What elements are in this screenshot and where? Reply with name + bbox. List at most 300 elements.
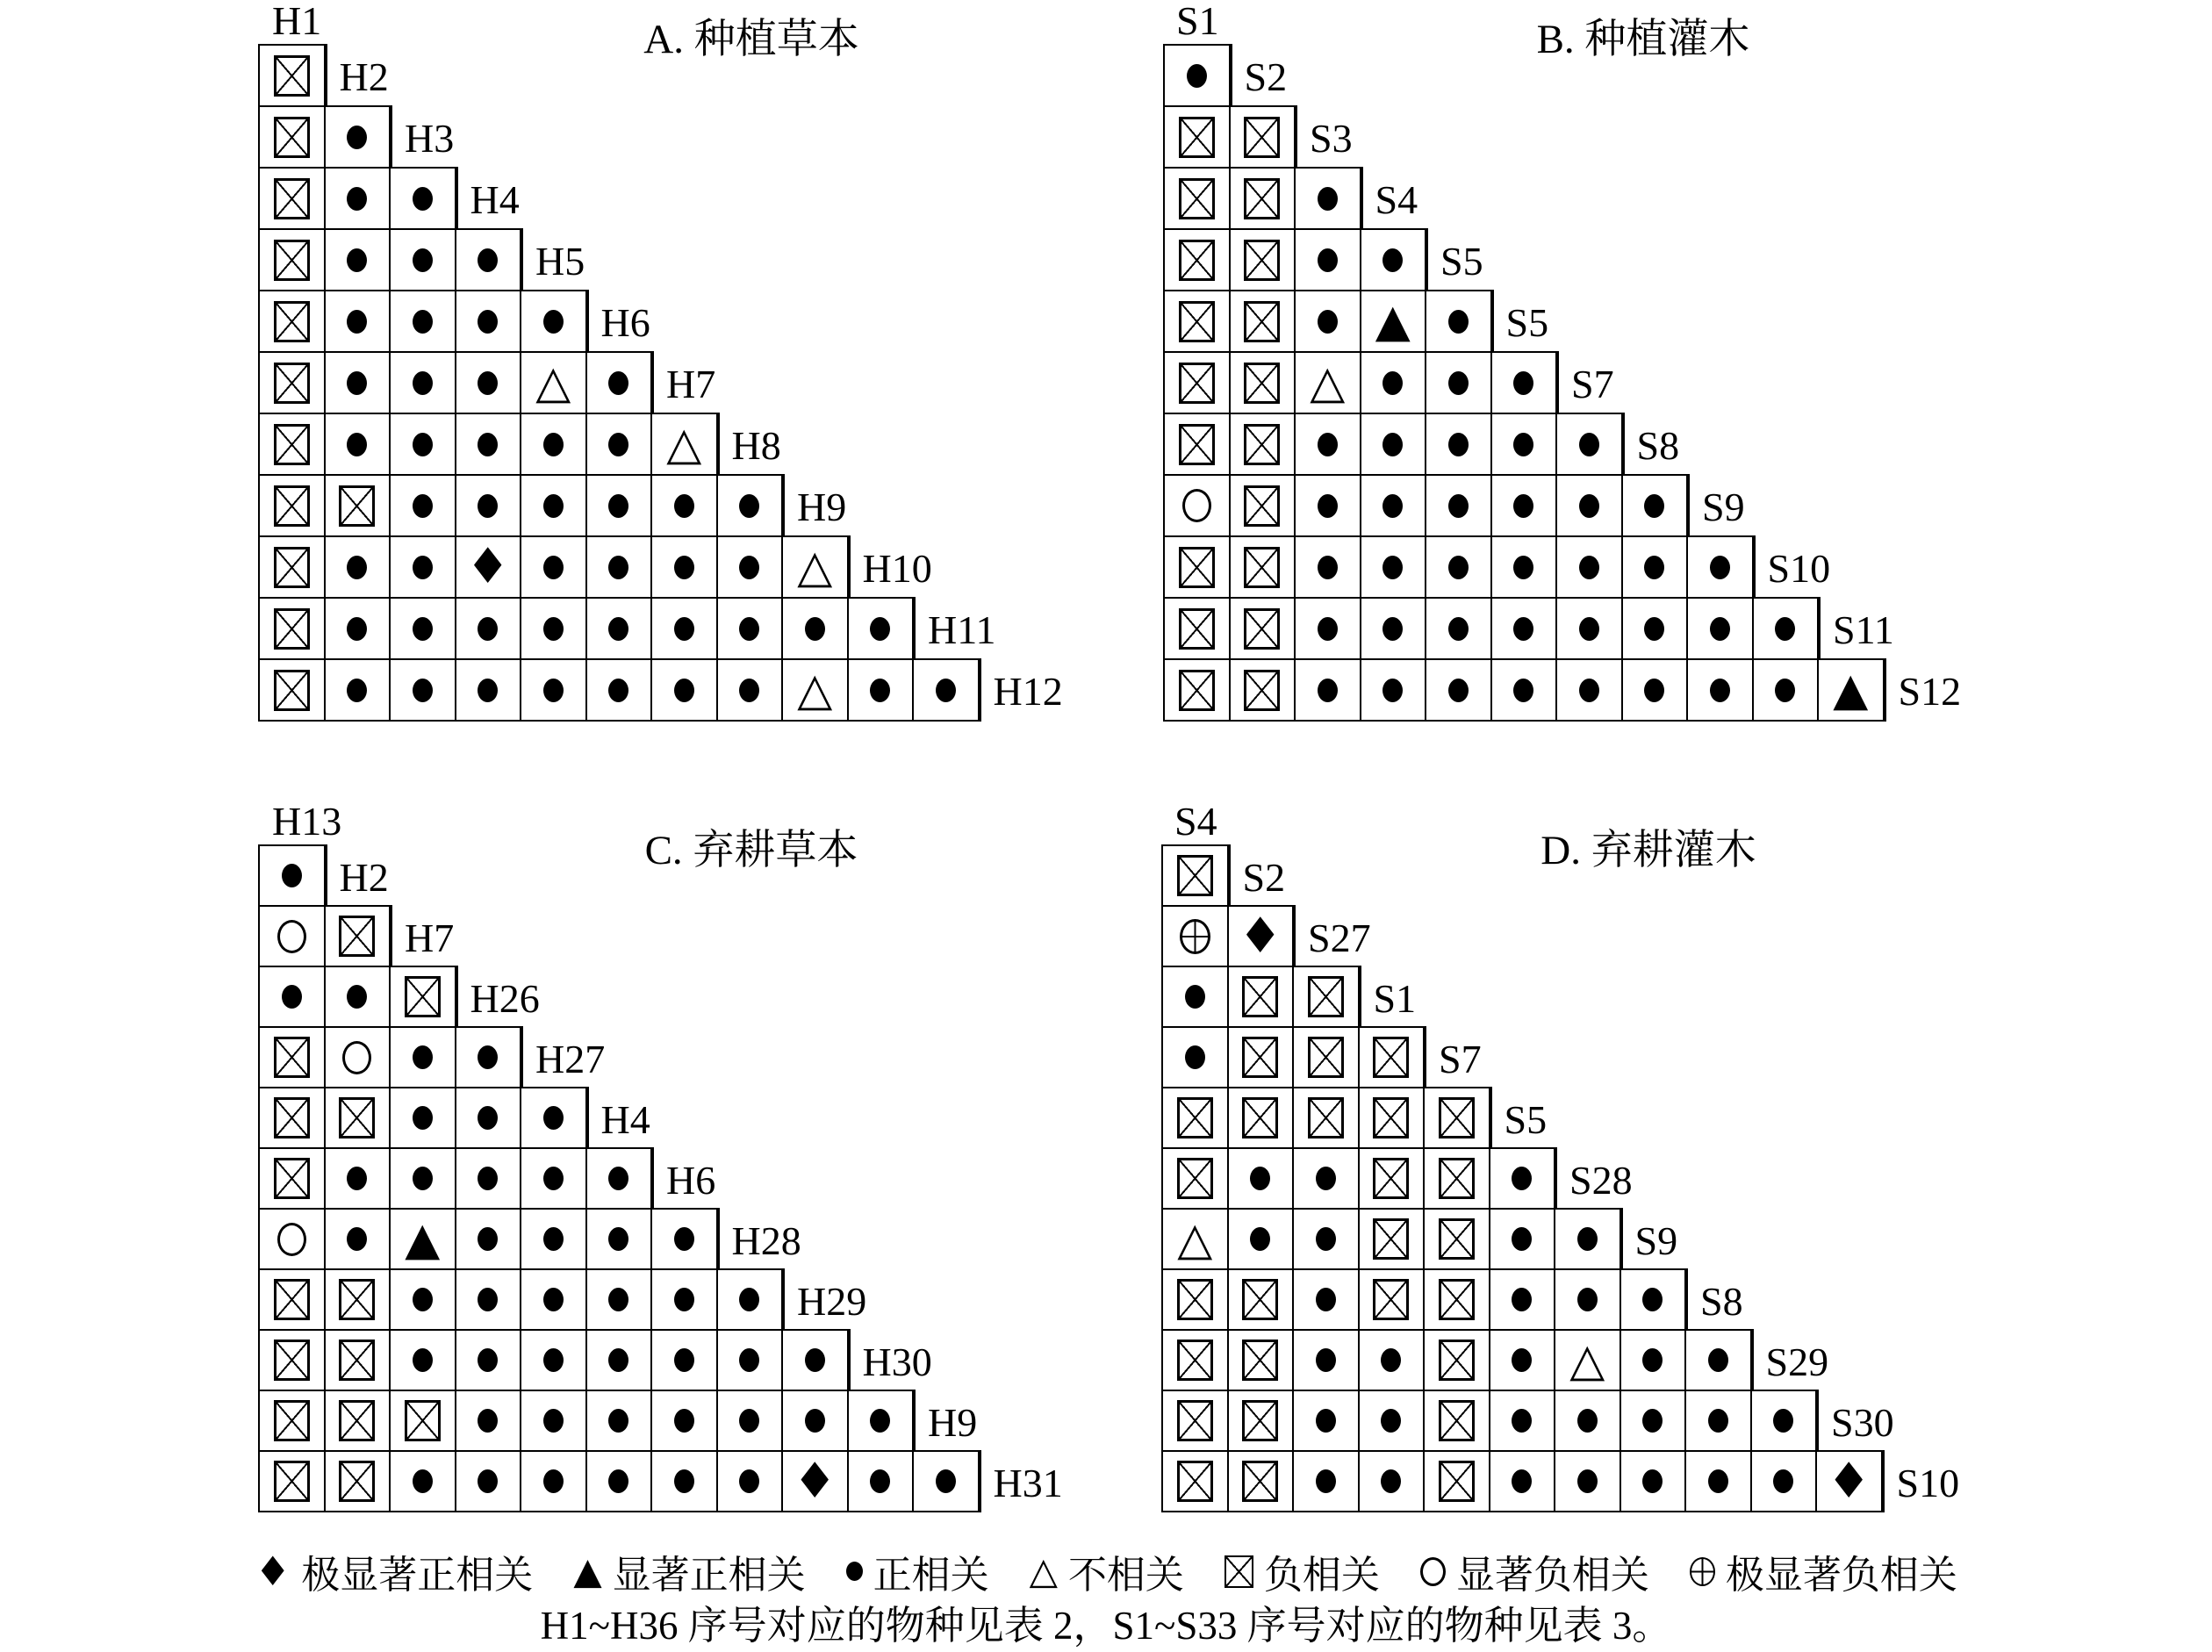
pos-correlation-icon — [674, 1348, 694, 1372]
sigpos-correlation-icon: ▲ — [405, 1212, 441, 1266]
pos-correlation-icon — [608, 1409, 628, 1433]
pos-correlation-icon — [347, 985, 367, 1009]
matrix-cell — [326, 1149, 391, 1208]
matrix-cell — [456, 1210, 522, 1268]
matrix-cell — [1294, 1210, 1360, 1268]
matrix-cell — [1492, 660, 1558, 720]
pos-correlation-icon — [413, 310, 433, 334]
row-label: S9 — [1634, 1218, 1678, 1263]
none-correlation-icon: △ — [797, 541, 833, 593]
matrix-cell — [1231, 414, 1296, 474]
pos-correlation-icon — [347, 617, 367, 641]
sigpos-correlation-icon: ▲ — [1375, 295, 1411, 348]
row-label: S4 — [1375, 177, 1418, 222]
matrix-row-b-s7 — [1163, 351, 1614, 414]
matrix-cell — [1163, 1088, 1229, 1147]
row-label: H29 — [797, 1279, 867, 1324]
neg-correlation-icon — [1439, 1461, 1475, 1502]
row-label: S28 — [1569, 1158, 1633, 1203]
matrix-cell — [1623, 476, 1689, 535]
pos-correlation-icon — [1382, 248, 1403, 272]
matrix-cell — [521, 1149, 587, 1208]
pos-correlation-icon — [478, 371, 498, 395]
pos-correlation-icon — [936, 1469, 956, 1493]
matrix-cell — [260, 537, 326, 597]
pos-correlation-icon — [1579, 556, 1599, 579]
legend-label: 负相关 — [1263, 1554, 1380, 1597]
matrix-cell — [456, 1149, 522, 1208]
pos-correlation-icon — [739, 1469, 759, 1493]
matrix-cell — [1361, 537, 1427, 597]
matrix-cell — [1163, 907, 1229, 966]
matrix-cell — [391, 1270, 456, 1329]
matrix-cell — [783, 1452, 849, 1511]
matrix-cell — [1426, 291, 1492, 351]
matrix-cell — [1425, 1088, 1490, 1147]
matrix-cell — [1425, 1149, 1490, 1208]
matrix-cell — [1425, 1210, 1490, 1268]
matrix-cell — [260, 353, 326, 413]
neg-correlation-icon — [1439, 1158, 1475, 1199]
matrix-cell — [1229, 1331, 1295, 1390]
matrix-row-a-h9 — [258, 474, 847, 537]
matrix-cell — [1165, 230, 1231, 290]
neg-correlation-icon — [1373, 1037, 1409, 1078]
row-label: H9 — [797, 485, 847, 529]
matrix-cell — [1621, 1270, 1687, 1329]
matrix-cell — [587, 1149, 653, 1208]
matrix-cell — [1163, 1028, 1229, 1087]
matrix-row-a-h12 — [258, 658, 1063, 722]
matrix-cell — [1623, 599, 1689, 658]
matrix-row-d-s29 — [1161, 1329, 1829, 1391]
matrix-cell — [1555, 1391, 1621, 1450]
matrix-cell — [260, 1452, 326, 1511]
pos-correlation-icon — [1318, 248, 1338, 272]
panel-d-title: D. 弃耕灌木 — [1540, 828, 1756, 873]
pos-correlation-icon — [1710, 617, 1730, 641]
pos-correlation-icon — [1644, 556, 1664, 579]
neg-correlation-icon — [1439, 1218, 1475, 1260]
pos-correlation-icon — [1577, 1469, 1598, 1493]
pos-correlation-icon — [1710, 679, 1730, 702]
neg-correlation-icon — [1242, 976, 1278, 1017]
matrix-cell — [652, 414, 718, 474]
neg-correlation-icon — [274, 240, 310, 281]
pos-correlation-icon — [1187, 64, 1207, 88]
matrix-cell — [260, 1270, 326, 1329]
matrix-cell — [1555, 1270, 1621, 1329]
legend-label: 显著正相关 — [612, 1554, 806, 1597]
pos-correlation-icon — [1382, 494, 1403, 518]
pos-correlation-icon — [1316, 1348, 1336, 1372]
pos-correlation-icon — [478, 1409, 498, 1433]
none-correlation-icon: △ — [666, 418, 702, 470]
matrix-cell — [1426, 660, 1492, 720]
matrix-cell — [1165, 291, 1231, 351]
matrix-cell — [718, 1391, 784, 1450]
pos-correlation-icon — [1579, 433, 1599, 456]
pos-correlation-icon — [674, 1227, 694, 1251]
row-label: S29 — [1765, 1340, 1829, 1384]
matrix-cell — [326, 660, 391, 720]
matrix-cell — [456, 1028, 522, 1087]
row-label: S2 — [1242, 855, 1286, 900]
matrix-cell — [456, 476, 522, 535]
pos-correlation-icon — [543, 310, 564, 334]
neg-correlation-icon — [1244, 608, 1280, 650]
matrix-cell — [1229, 1028, 1295, 1087]
row-label: H6 — [666, 1158, 716, 1203]
pos-correlation-icon — [347, 679, 367, 702]
neg-correlation-icon — [274, 1279, 310, 1320]
matrix-cell — [391, 414, 456, 474]
matrix-cell — [1231, 599, 1296, 658]
pos-correlation-icon — [1513, 556, 1533, 579]
pos-correlation-icon — [478, 1045, 498, 1069]
neg-correlation-icon — [1179, 547, 1215, 588]
matrix-row-b-s4 — [1163, 167, 1418, 230]
matrix-cell — [1426, 599, 1492, 658]
matrix-cell — [326, 1391, 391, 1450]
matrix-cell — [1296, 660, 1361, 720]
panel-a-title: A. 种植草本 — [643, 17, 859, 62]
pos-correlation-icon — [608, 1227, 628, 1251]
matrix-cell — [1294, 967, 1360, 1026]
legend — [0, 1547, 2212, 1596]
neg-correlation-icon — [1177, 1279, 1213, 1320]
matrix-cell — [1426, 537, 1492, 597]
pos-correlation-icon — [1773, 1469, 1793, 1493]
matrix-cell — [1754, 660, 1820, 720]
neg-correlation-icon — [339, 485, 375, 527]
pos-correlation-icon — [1382, 617, 1403, 641]
legend-label: 极显著正相关 — [301, 1554, 534, 1597]
matrix-cell — [260, 1391, 326, 1450]
pos-correlation-icon — [739, 494, 759, 518]
pos-correlation-icon — [1513, 433, 1533, 456]
none-correlation-icon: △ — [1177, 1212, 1213, 1266]
pos-correlation-icon — [1512, 1409, 1532, 1433]
none-correlation-icon: △ — [1029, 1549, 1058, 1592]
matrix-cell — [1229, 1452, 1295, 1511]
pos-correlation-icon — [347, 248, 367, 272]
pos-correlation-icon — [543, 433, 564, 456]
matrix-cell — [849, 660, 915, 720]
matrix-row-c-h26 — [258, 966, 540, 1028]
matrix-cell — [1294, 1452, 1360, 1511]
neg-correlation-icon — [1439, 1340, 1475, 1381]
matrix-cell — [326, 414, 391, 474]
pos-correlation-icon — [413, 1348, 433, 1372]
none-correlation-icon: △ — [1310, 356, 1346, 409]
matrix-cell — [456, 353, 522, 413]
matrix-cell — [1621, 1391, 1687, 1450]
pos-correlation-icon — [1512, 1288, 1532, 1311]
neg-correlation-icon — [1177, 1340, 1213, 1381]
matrix-cell — [1492, 537, 1558, 597]
row-label: H27 — [535, 1037, 606, 1081]
neg-correlation-icon — [274, 363, 310, 404]
neg-correlation-icon — [1244, 178, 1280, 219]
pos-correlation-icon — [413, 187, 433, 211]
pos-correlation-icon — [674, 556, 694, 579]
neg-correlation-icon — [1373, 1097, 1409, 1138]
matrix-cell — [1296, 599, 1361, 658]
row-label: H2 — [339, 54, 389, 99]
neg-correlation-icon — [274, 1461, 310, 1502]
matrix-cell — [1163, 1452, 1229, 1511]
matrix-cell — [456, 1391, 522, 1450]
row-label: S10 — [1896, 1461, 1960, 1505]
matrix-cell — [456, 1331, 522, 1390]
matrix-cell — [1557, 599, 1623, 658]
pos-correlation-icon — [478, 1106, 498, 1130]
neg-correlation-icon — [1242, 1461, 1278, 1502]
matrix-cell — [391, 1391, 456, 1450]
pos-correlation-icon — [413, 371, 433, 395]
matrix-cell — [391, 230, 456, 290]
row-label: H31 — [993, 1461, 1063, 1505]
row-label: S7 — [1439, 1037, 1482, 1081]
none-correlation-icon: △ — [535, 356, 571, 409]
matrix-cell — [1623, 537, 1689, 597]
pos-correlation-icon — [413, 1106, 433, 1130]
matrix-cell — [587, 1331, 653, 1390]
matrix-cell — [1294, 1391, 1360, 1450]
matrix-cell — [1425, 1331, 1490, 1390]
matrix-cell — [1621, 1331, 1687, 1390]
matrix-row-b-s2 — [1163, 44, 1288, 107]
matrix-cell — [718, 537, 784, 597]
pos-correlation-icon — [870, 1469, 890, 1493]
neg-correlation-icon — [274, 608, 310, 650]
matrix-cell — [587, 476, 653, 535]
matrix-cell — [652, 1331, 718, 1390]
neg-correlation-icon — [1373, 1218, 1409, 1260]
matrix-row-d-s8 — [1161, 1268, 1743, 1331]
matrix-cell — [260, 46, 326, 105]
matrix-cell — [326, 107, 391, 167]
matrix-row-a-h10 — [258, 535, 932, 599]
matrix-cell — [391, 1210, 456, 1268]
matrix-cell — [456, 230, 522, 290]
pos-correlation-icon — [608, 679, 628, 702]
matrix-cell — [260, 1331, 326, 1390]
matrix-cell — [391, 660, 456, 720]
row-label: H2 — [339, 855, 389, 900]
matrix-cell — [1296, 230, 1361, 290]
pos-correlation-icon — [478, 1348, 498, 1372]
matrix-row-b-s9 — [1163, 474, 1745, 537]
matrix-cell — [1555, 1210, 1621, 1268]
neg-correlation-icon — [339, 1461, 375, 1502]
matrix-cell — [718, 1452, 784, 1511]
matrix-cell — [326, 599, 391, 658]
neg-correlation-icon — [1179, 424, 1215, 465]
matrix-cell — [1492, 476, 1558, 535]
matrix-cell — [1361, 230, 1427, 290]
legend-label: 显著负相关 — [1455, 1554, 1649, 1597]
neg-correlation-icon — [1242, 1279, 1278, 1320]
matrix-cell — [1360, 1210, 1426, 1268]
matrix-cell — [1165, 414, 1231, 474]
matrix-row-c-h4 — [258, 1087, 650, 1149]
matrix-row-d-s30 — [1161, 1390, 1894, 1452]
matrix-cell — [521, 1210, 587, 1268]
matrix-cell — [391, 1088, 456, 1147]
matrix-cell — [1296, 169, 1361, 228]
pos-correlation-icon — [1708, 1348, 1728, 1372]
sigpos-correlation-icon: ▲ — [1833, 664, 1869, 716]
matrix-cell — [1229, 907, 1295, 966]
legend-item-sigpos — [573, 1543, 805, 1599]
matrix-cell — [391, 353, 456, 413]
pos-correlation-icon — [1250, 1227, 1270, 1251]
neg-correlation-icon — [405, 1400, 441, 1441]
neg-correlation-icon — [1177, 1461, 1213, 1502]
row-label: S5 — [1440, 239, 1483, 284]
matrix-cell — [1490, 1331, 1556, 1390]
matrix-cell — [326, 967, 391, 1026]
pos-correlation-icon — [1579, 617, 1599, 641]
pos-correlation-icon — [1448, 617, 1469, 641]
sigpos-correlation-icon: ▲ — [573, 1549, 602, 1592]
matrix-cell — [326, 291, 391, 351]
neg-correlation-icon — [1244, 670, 1280, 711]
pos-correlation-icon — [608, 494, 628, 518]
matrix-cell — [391, 1149, 456, 1208]
matrix-cell — [1361, 476, 1427, 535]
matrix-cell — [326, 1331, 391, 1390]
matrix-cell — [587, 1391, 653, 1450]
pos-correlation-icon — [347, 187, 367, 211]
matrix-cell — [1229, 1391, 1295, 1450]
matrix-cell — [1165, 46, 1231, 105]
matrix-cell — [326, 1028, 391, 1087]
matrix-cell — [1752, 1391, 1818, 1450]
matrix-cell — [1163, 846, 1229, 905]
pos-correlation-icon — [1642, 1288, 1663, 1311]
legend-item-neg — [1224, 1543, 1380, 1599]
matrix-cell — [1688, 599, 1754, 658]
matrix-cell — [326, 353, 391, 413]
matrix-cell — [260, 1028, 326, 1087]
matrix-row-b-s11 — [1163, 597, 1894, 660]
legend-label: 正相关 — [873, 1554, 989, 1597]
neg-correlation-icon — [1439, 1279, 1475, 1320]
matrix-cell — [1163, 967, 1229, 1026]
matrix-cell — [260, 230, 326, 290]
pos-correlation-icon — [413, 1045, 433, 1069]
none-correlation-icon: △ — [797, 664, 833, 716]
matrix-cell — [783, 599, 849, 658]
pos-correlation-icon — [805, 617, 825, 641]
matrix-cell — [587, 414, 653, 474]
matrix-cell — [1490, 1391, 1556, 1450]
matrix-cell — [1163, 1270, 1229, 1329]
matrix-cell — [587, 599, 653, 658]
panel-b-title: B. 种植灌木 — [1536, 17, 1750, 62]
row-label: H30 — [862, 1340, 932, 1384]
pos-correlation-icon — [1513, 617, 1533, 641]
neg-correlation-icon — [339, 916, 375, 957]
matrix-cell — [652, 537, 718, 597]
neg-correlation-icon — [1308, 976, 1344, 1017]
matrix-cell — [1229, 1270, 1295, 1329]
pos-correlation-icon — [1318, 187, 1338, 211]
pos-correlation-icon — [543, 1167, 564, 1190]
neg-correlation-icon — [1244, 547, 1280, 588]
neg-correlation-icon — [1244, 363, 1280, 404]
row-label: H4 — [600, 1097, 650, 1142]
matrix-cell — [1361, 414, 1427, 474]
pos-correlation-icon — [1318, 679, 1338, 702]
matrix-row-c-h6 — [258, 1147, 716, 1210]
row-label: H5 — [535, 239, 585, 284]
pos-correlation-icon — [1644, 679, 1664, 702]
matrix-cell — [1360, 1331, 1426, 1390]
matrix-cell — [456, 660, 522, 720]
pos-correlation-icon — [739, 556, 759, 579]
matrix-cell — [1296, 476, 1361, 535]
neg-correlation-icon — [274, 301, 310, 342]
matrix-cell — [326, 1210, 391, 1268]
pos-correlation-icon — [1448, 371, 1469, 395]
matrix-cell — [1231, 476, 1296, 535]
matrix-cell — [1231, 660, 1296, 720]
matrix-cell — [1555, 1452, 1621, 1511]
matrix-cell — [1294, 1270, 1360, 1329]
pos-correlation-icon — [1316, 1227, 1336, 1251]
signeg-correlation-icon — [277, 920, 306, 953]
pos-correlation-icon — [1579, 679, 1599, 702]
matrix-cell — [521, 537, 587, 597]
matrix-row-c-h2 — [258, 844, 389, 907]
pos-correlation-icon — [805, 1409, 825, 1433]
neg-correlation-icon — [1308, 1097, 1344, 1138]
pos-correlation-icon — [1644, 494, 1664, 518]
matrix-cell — [1361, 291, 1427, 351]
pos-correlation-icon — [1642, 1469, 1663, 1493]
pos-correlation-icon — [1318, 556, 1338, 579]
row-label: S30 — [1831, 1400, 1894, 1445]
neg-correlation-icon — [1224, 1555, 1253, 1588]
neg-correlation-icon — [1242, 1037, 1278, 1078]
matrix-cell — [1231, 230, 1296, 290]
matrix-cell — [326, 1452, 391, 1511]
neg-correlation-icon — [1373, 1158, 1409, 1199]
matrix-cell — [521, 414, 587, 474]
expos-correlation-icon: ♦ — [793, 1452, 837, 1510]
neg-correlation-icon — [274, 1158, 310, 1199]
legend-item-signeg — [1420, 1543, 1649, 1599]
row-label: H8 — [731, 423, 781, 468]
expos-correlation-icon: ♦ — [1827, 1452, 1871, 1510]
matrix-cell — [783, 537, 849, 597]
matrix-cell — [1557, 414, 1623, 474]
pos-correlation-icon — [347, 371, 367, 395]
panel-d-col-header: S4 — [1174, 799, 1217, 844]
matrix-cell — [1165, 169, 1231, 228]
neg-correlation-icon — [1242, 1340, 1278, 1381]
row-label: H12 — [993, 669, 1063, 714]
pos-correlation-icon — [1512, 1469, 1532, 1493]
matrix-cell — [1294, 1331, 1360, 1390]
panel-a-col-header: H1 — [272, 0, 322, 43]
legend-item-expos — [255, 1543, 533, 1599]
pos-correlation-icon — [674, 1288, 694, 1311]
